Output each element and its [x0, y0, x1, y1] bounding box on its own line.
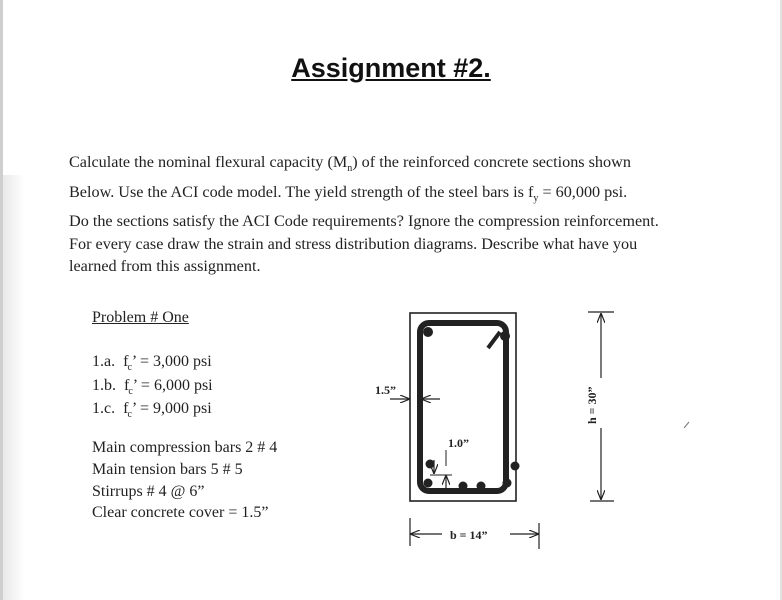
stirrup-hook [488, 332, 500, 348]
tension-bar [424, 479, 433, 488]
height-label: h = 30” [585, 386, 599, 424]
statement-line-4: For every case draw the strain and stress distribution diagrams. Describe what have you [69, 234, 638, 253]
stirrups-text: Stirrups # 4 @ 6” [92, 482, 205, 500]
problem-statement [69, 151, 749, 278]
strength-item: 1.b. $f_c$’ = 6,000 psi [92, 376, 213, 397]
tension-bar [426, 460, 435, 469]
strength-item: 1.a. $f_c$’ = 3,000 psi [92, 353, 212, 373]
compression-bar [423, 327, 433, 337]
tension-bars-text: Main tension bars 5 # 5 [92, 460, 243, 478]
bar-spacing-label: 1.0” [448, 436, 469, 450]
concrete-strength-list [92, 351, 213, 422]
reinforcement-details [92, 437, 277, 524]
concrete-section-outline [410, 313, 516, 501]
strength-item: 1.c. $f_c$’ = 9,000 psi [92, 400, 212, 420]
tension-bar [459, 482, 468, 491]
statement-line-1: Calculate the nominal flexural capacity $(M_n)$ of the reinforced concrete sections shown [69, 153, 631, 175]
scan-shadow [3, 175, 25, 600]
page-title: Assignment #2. [291, 53, 491, 83]
stray-mark [684, 422, 689, 428]
width-label: b = 14” [450, 528, 488, 542]
cover-text: Clear concrete cover = 1.5” [92, 504, 269, 522]
tension-bar [503, 479, 512, 488]
beam-section-diagram [360, 300, 690, 560]
problem-heading: Problem # One [92, 309, 189, 326]
statement-line-2: Below. Use the ACI code model. The yield strength of the steel bars is $f_y = 60,000$ psi. [69, 182, 628, 204]
statement-line-3: Do the sections satisfy the ACI Code requirements? Ignore the compression reinforcement. [69, 212, 659, 231]
cover-dimension-label: 1.5” [375, 383, 396, 397]
tension-bar [511, 462, 520, 471]
compression-bars-text: Main compression bars 2 # 4 [92, 439, 278, 456]
tension-bar [477, 482, 486, 491]
statement-line-5: learned from this assignment. [69, 257, 261, 276]
compression-bar [500, 331, 510, 341]
